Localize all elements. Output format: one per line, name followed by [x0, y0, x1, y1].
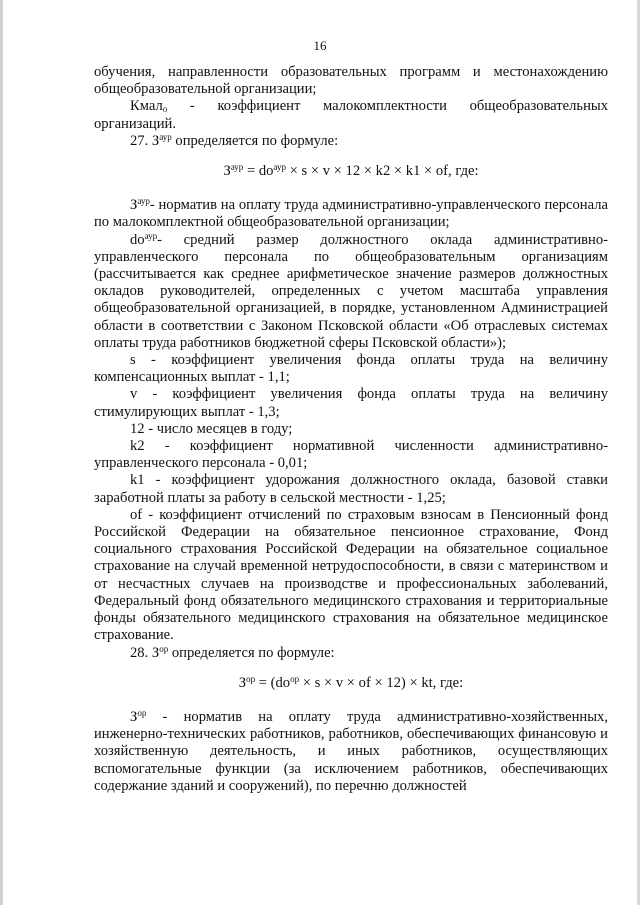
- formula-or: $З^{ор} = (do^{ор} \times s \times v$ × of × 12) × kt, где:: [238, 673, 464, 691]
- paragraph-item-28: 28. $З^{ор}$ определяется по формуле:: [130, 643, 335, 661]
- paragraph-kmal: Кмал$_о$ - коэффициент малокомплектности общеобразовательных организаций.: [94, 98, 608, 132]
- paragraph-z-or: $З^{ор}$ - норматив на оплату труда административно-хозяйственных, инженерно-технических работников, работников, обеспечивающих финансовую и хозяйственную деятельность, и иных работников, осуществляющих вспомогательные функции (за исключением работников, обеспечивающих содержание зданий и сооружений), по перечню должностей: [94, 707, 608, 794]
- paragraph-of: of - коэффициент отчислений по страховым взносам в Пенсионный фонд Российской Федерации на обязательное пенсионное страхование, Фонд социального страхования Российской Федерации на обязательное социальное страхование на случай временной нетрудоспособности, в связи с материнством и от несчастных случаев на производстве и профессиональных заболеваний, Федеральный фонд обязательного медицинского страхования и территориальные фонды обязательного медицинского страхования на обязательное медицинское страхование.: [94, 506, 608, 644]
- paragraph-k2: k2 - коэффициент нормативной численности административно-управленческого персонала - 0,01;: [94, 438, 608, 472]
- paragraph-12: 12 - число месяцев в году;: [130, 420, 293, 437]
- document-body: [94, 64, 608, 795]
- paragraph-continuation: обучения, направленности образовательных программ и местонахождению общеобразовательной организации;: [94, 64, 608, 98]
- paragraph-item-27: 27. $З^{аур}$ определяется по формуле:: [130, 131, 339, 149]
- paragraph-k1: k1 - коэффициент удорожания должностного оклада, базовой ставки заработной платы за работу в сельской местности - 1,25;: [94, 472, 608, 506]
- paragraph-v: v - коэффициент увеличения фонда оплаты труда на величину стимулирующих выплат - 1,3;: [94, 386, 608, 420]
- formula-aur: $З^{аур} = do^{аур} \times s \times v \times 12 \times k2 \times k1$ × of, где:: [223, 162, 479, 180]
- paragraph-s: s - коэффициент увеличения фонда оплаты труда на величину компенсационных выплат - 1,1;: [94, 352, 608, 386]
- scan-edge-left: [0, 0, 3, 905]
- paragraph-do-aur: $do^{аур}-$ средний размер должностного оклада административно-управленческого персонала по общеобразовательным организациям (рассчитывается как среднее арифметическое значение размеров должностных окладов руководителей, определенных с учетом масштаба управления общеобразовательной организацией, в порядке, установленном Администрацией области в соответствии с Законом Псковской области «Об отраслевых системах оплаты труда работников бюджетной сферы Псковской области»);: [94, 230, 608, 351]
- paragraph-z-aur: $З^{аур}-$ норматив на оплату труда административно-управленческого персонала по малокомплектной общеобразовательной организации;: [94, 196, 608, 231]
- page-number: 16: [313, 38, 327, 53]
